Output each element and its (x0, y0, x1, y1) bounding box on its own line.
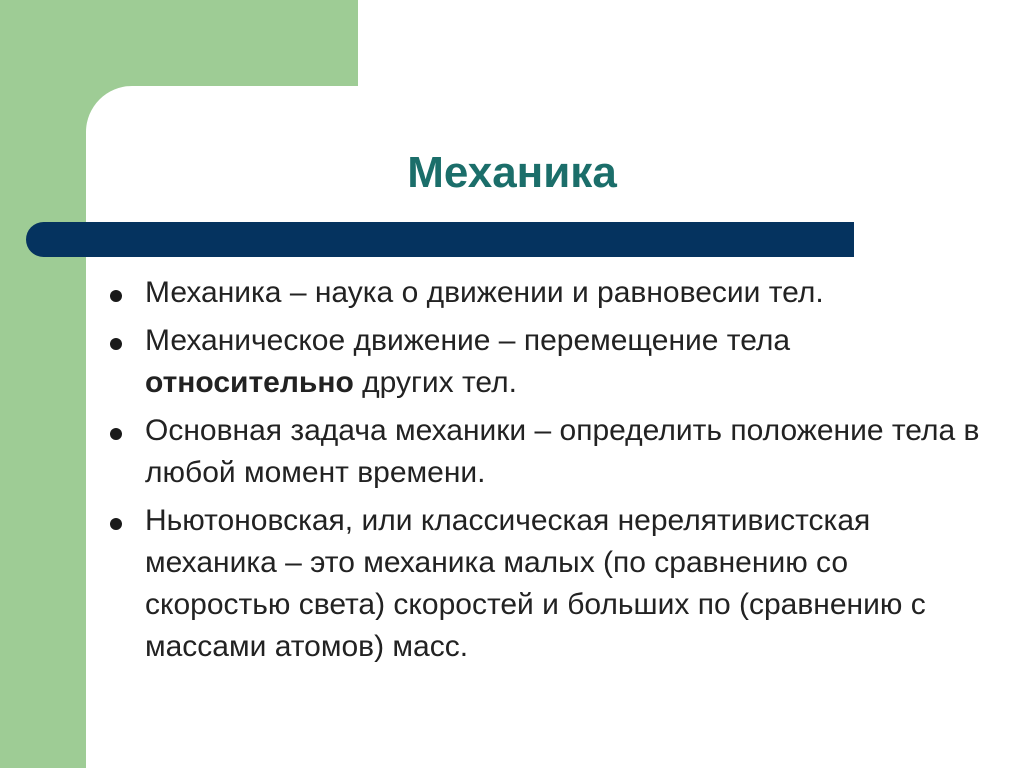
bullet-text: Механика – наука о движении и равновесии тел. (145, 276, 824, 309)
bullet-item (106, 320, 986, 404)
bullet-dot-icon (110, 290, 122, 302)
bullet-list (106, 272, 986, 674)
bullet-text: Механическое движение – перемещение тела (145, 324, 791, 357)
bullet-dot-icon (110, 428, 122, 440)
bullet-dot-icon (110, 338, 122, 350)
bullet-item (106, 272, 986, 314)
bullet-dot-icon (110, 518, 122, 530)
title-divider-bar (26, 222, 854, 257)
bullet-item (106, 500, 986, 668)
bullet-emphasis: относительно (145, 366, 354, 399)
bullet-text: Ньютоновская, или классическая нерелятивистская механика – это механика малых (по сравнению со скоростью света) скоростей и больших по (сравнению с массами атомов) масс. (145, 504, 926, 663)
bullet-text: Основная задача механики – определить положение тела в любой момент времени. (145, 414, 980, 489)
bullet-item (106, 410, 986, 494)
bullet-text: других тел. (353, 366, 517, 399)
slide-title: Механика (407, 148, 617, 197)
